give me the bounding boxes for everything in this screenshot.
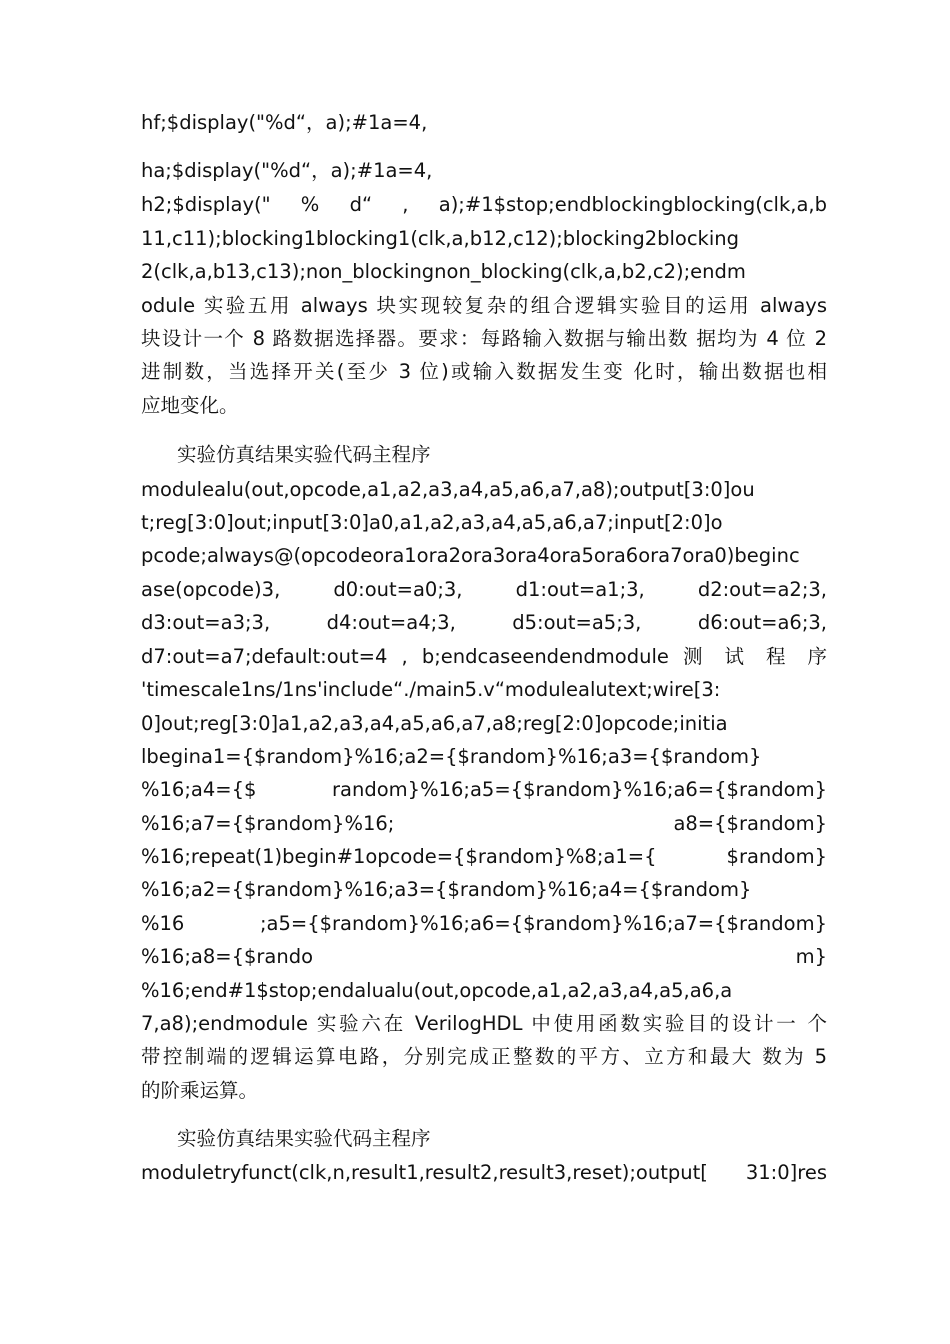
code-line: %16;a7={$random}%16; a8={$random} <box>141 812 827 835</box>
section-heading: 实验仿真结果实验代码主程序 <box>177 443 431 466</box>
text-line: 应地变化。 <box>141 394 239 417</box>
text-line: 7,a8);endmodule 实验六在 VerilogHDL 中使用函数实验目的设计一 个 <box>141 1012 827 1035</box>
text-line: 的阶乘运算。 <box>141 1079 259 1102</box>
code-line: 'timescale1ns/1ns'include“./main5.v“modulealutext;wire[3: <box>141 678 721 701</box>
code-line: moduletryfunct(clk,n,result1,result2,result3,reset);output[ 31:0]res <box>141 1161 827 1184</box>
text-line: 进制数，当选择开关(至少 3 位)或输入数据发生变 化时，输出数据也相 <box>141 360 827 383</box>
code-line: t;reg[3:0]out;input[3:0]a0,a1,a2,a3,a4,a5,a6,a7;input[2:0]o <box>141 511 723 534</box>
code-line: 0]out;reg[3:0]a1,a2,a3,a4,a5,a6,a7,a8;reg[2:0]opcode;initia <box>141 712 728 735</box>
code-line: ase(opcode)3, d0:out=a0;3, d1:out=a1;3, d2:out=a2;3, <box>141 578 827 601</box>
code-line: %16;repeat(1)begin#1opcode={$random}%8;a1={ $random} <box>141 845 827 868</box>
section-heading: 实验仿真结果实验代码主程序 <box>177 1127 431 1150</box>
text-line: 块设计一个 8 路数据选择器。要求：每路输入数据与输出数 据均为 4 位 2 <box>141 327 827 350</box>
code-line: %16;a4={$ random}%16;a5={$random}%16;a6={$random} <box>141 778 827 801</box>
text-line: odule 实验五用 always 块实现较复杂的组合逻辑实验目的运用 always <box>141 294 827 317</box>
text-line: 2(clk,a,b13,c13);non_blockingnon_blocking(clk,a,b2,c2);endm <box>141 260 746 283</box>
code-line: %16;a8={$rando m} <box>141 945 827 968</box>
text-line: 11,c11);blocking1blocking1(clk,a,b12,c12);blocking2blocking <box>141 227 740 250</box>
code-line: d3:out=a3;3, d4:out=a4;3, d5:out=a5;3, d6:out=a6;3, <box>141 611 827 634</box>
code-line: %16;a2={$random}%16;a3={$random}%16;a4={$random} <box>141 878 752 901</box>
text-line: ha;$display("%d“，a);#1a=4, <box>141 159 433 182</box>
code-line: modulealu(out,opcode,a1,a2,a3,a4,a5,a6,a7,a8);output[3:0]ou <box>141 478 755 501</box>
code-line: %16 ;a5={$random}%16;a6={$random}%16;a7={$random} <box>141 912 827 935</box>
code-line: pcode;always@(opcodeora1ora2ora3ora4ora5ora6ora7ora0)beginc <box>141 544 800 567</box>
text-line: 带控制端的逻辑运算电路，分别完成正整数的平方、立方和最大 数为 5 <box>141 1045 827 1068</box>
code-line: lbegina1={$random}%16;a2={$random}%16;a3={$random} <box>141 745 762 768</box>
text-line: h2;$display(" % d“ , a);#1$stop;endblockingblocking(clk,a,b <box>141 193 827 216</box>
code-line: d7:out=a7;default:out=4 , b;endcaseendendmodule 测 试 程 序 <box>141 645 827 668</box>
text-line: hf;$display("%d“，a);#1a=4, <box>141 111 428 134</box>
code-line: %16;end#1$stop;endalualu(out,opcode,a1,a2,a3,a4,a5,a6,a <box>141 979 733 1002</box>
